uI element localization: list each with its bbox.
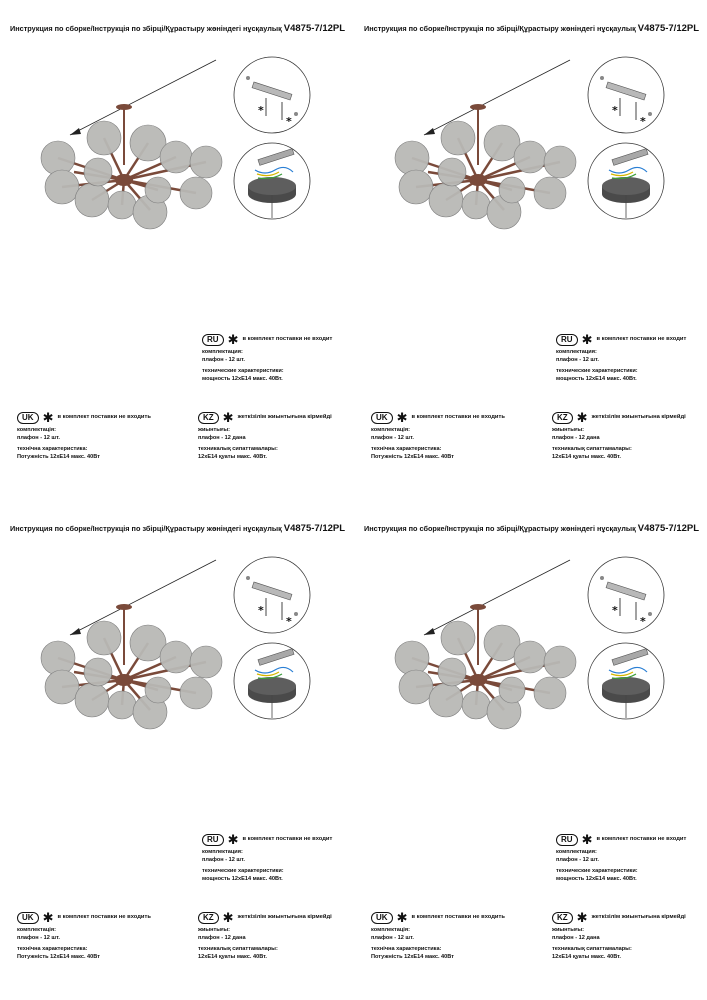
asterisk-icon: ✱	[576, 910, 588, 925]
title-text: Инструкция по сборке/Інструкція по збірці/Құрастыру жөніндегі нұсқаулық	[364, 524, 638, 533]
kz-set-label: жиынтығы:	[198, 927, 231, 933]
uk-spec-value: Потужність 12xE14 макс. 40Вт	[371, 953, 454, 960]
ru-badge: RU	[202, 334, 224, 346]
kz-badge: KZ	[552, 912, 573, 924]
kz-spec-label: техникалық сипаттамалары:	[552, 446, 632, 453]
ru-set-value: плафон - 12 шт.	[202, 856, 245, 863]
ru-badge: RU	[202, 834, 224, 846]
kz-section	[198, 412, 332, 461]
kz-set-label: жиынтығы:	[552, 427, 585, 433]
uk-note: в комплект поставки не входить	[411, 914, 505, 921]
kz-note: жеткізілім жиынтығына кірмейді	[591, 414, 686, 421]
uk-set-label: комплектація:	[17, 927, 56, 933]
model-number: V4875-7/12PL	[637, 523, 700, 534]
ru-badge: RU	[556, 334, 578, 346]
svg-text:*: *	[640, 115, 646, 128]
kz-set-label: жиынтығы:	[552, 927, 585, 933]
kz-badge: KZ	[198, 912, 219, 924]
model-number: V4875-7/12PL	[283, 23, 346, 34]
uk-note: в комплект поставки не входить	[411, 414, 505, 421]
ru-note: в комплект поставки не входит	[596, 836, 687, 843]
uk-badge: UK	[371, 412, 393, 424]
asterisk-icon: ✱	[42, 410, 54, 425]
svg-text:*: *	[640, 615, 646, 628]
uk-section	[371, 912, 505, 961]
document-title	[364, 23, 704, 34]
title-text: Инструкция по сборке/Інструкція по збірці/Құрастыру жөніндегі нұсқаулық	[10, 524, 284, 533]
ru-set-label: комплектация:	[202, 849, 243, 855]
svg-text:*: *	[612, 604, 618, 617]
uk-badge: UK	[371, 912, 393, 924]
document-title	[10, 523, 350, 534]
kz-spec-label: техникалық сипаттамалары:	[198, 446, 278, 453]
asterisk-icon: ✱	[222, 910, 234, 925]
detail-circle-bracket	[588, 57, 664, 133]
uk-badge: UK	[17, 912, 39, 924]
ru-set-label: комплектация:	[556, 849, 597, 855]
asterisk-icon: ✱	[42, 910, 54, 925]
detail-circle-bracket	[234, 57, 310, 133]
chandelier-illustration	[354, 50, 707, 230]
kz-badge: KZ	[198, 412, 219, 424]
kz-section	[552, 912, 686, 961]
uk-spec-value: Потужність 12xE14 макс. 40Вт	[17, 453, 100, 460]
ru-spec-label: технические характеристики:	[556, 868, 638, 875]
detail-circle-bracket	[234, 557, 310, 633]
uk-set-value: плафон - 12 шт.	[17, 934, 60, 941]
ru-note: в комплект поставки не входит	[596, 336, 687, 343]
kz-set-value: плафон - 12 дана	[552, 934, 600, 941]
uk-badge: UK	[17, 412, 39, 424]
chandelier-illustration	[0, 50, 353, 230]
uk-set-label: комплектація:	[17, 427, 56, 433]
uk-section	[371, 412, 505, 461]
ru-spec-label: технические характеристики:	[556, 368, 638, 375]
ru-section	[556, 334, 686, 383]
uk-spec-label: технічна характеристика:	[17, 446, 88, 453]
svg-text:*: *	[286, 115, 292, 128]
ru-set-value: плафон - 12 шт.	[556, 356, 599, 363]
ru-set-label: комплектация:	[202, 349, 243, 355]
chandelier-illustration	[354, 550, 707, 730]
uk-set-label: комплектація:	[371, 927, 410, 933]
kz-note: жеткізілім жиынтығына кірмейді	[237, 414, 332, 421]
kz-set-value: плафон - 12 дана	[552, 434, 600, 441]
kz-set-value: плафон - 12 дана	[198, 434, 246, 441]
kz-set-label: жиынтығы:	[198, 427, 231, 433]
kz-spec-value: 12xE14 қуаты макс. 40Вт.	[198, 453, 267, 460]
uk-spec-label: технічна характеристика:	[371, 946, 442, 953]
svg-text:*: *	[286, 615, 292, 628]
kz-badge: KZ	[552, 412, 573, 424]
svg-text:*: *	[258, 604, 264, 617]
title-text: Инструкция по сборке/Інструкція по збірці/Құрастыру жөніндегі нұсқаулық	[10, 24, 284, 33]
kz-spec-value: 12xE14 қуаты макс. 40Вт.	[552, 953, 621, 960]
instruction-panel	[0, 500, 353, 1000]
uk-section	[17, 912, 151, 961]
instruction-panel	[354, 0, 707, 500]
kz-spec-value: 12xE14 қуаты макс. 40Вт.	[552, 453, 621, 460]
kz-note: жеткізілім жиынтығына кірмейді	[591, 914, 686, 921]
uk-set-value: плафон - 12 шт.	[371, 934, 414, 941]
instruction-panel	[0, 0, 353, 500]
ru-spec-value: мощность 12xE14 макс. 40Вт.	[556, 375, 637, 382]
ru-section	[556, 834, 686, 883]
kz-set-value: плафон - 12 дана	[198, 934, 246, 941]
kz-spec-label: техникалық сипаттамалары:	[552, 946, 632, 953]
asterisk-icon: ✱	[581, 832, 593, 847]
ru-spec-value: мощность 12xE14 макс. 40Вт.	[202, 375, 283, 382]
ru-section	[202, 834, 332, 883]
ru-set-value: плафон - 12 шт.	[556, 856, 599, 863]
asterisk-icon: ✱	[222, 410, 234, 425]
asterisk-icon: ✱	[396, 410, 408, 425]
asterisk-icon: ✱	[227, 332, 239, 347]
svg-text:*: *	[258, 104, 264, 117]
kz-spec-value: 12xE14 қуаты макс. 40Вт.	[198, 953, 267, 960]
uk-note: в комплект поставки не входить	[57, 914, 151, 921]
ru-note: в комплект поставки не входит	[242, 836, 333, 843]
uk-spec-label: технічна характеристика:	[17, 946, 88, 953]
uk-set-value: плафон - 12 шт.	[17, 434, 60, 441]
kz-note: жеткізілім жиынтығына кірмейді	[237, 914, 332, 921]
asterisk-icon: ✱	[396, 910, 408, 925]
uk-spec-value: Потужність 12xE14 макс. 40Вт	[17, 953, 100, 960]
model-number: V4875-7/12PL	[283, 523, 346, 534]
ru-spec-value: мощность 12xE14 макс. 40Вт.	[202, 875, 283, 882]
uk-section	[17, 412, 151, 461]
instruction-panel	[354, 500, 707, 1000]
uk-spec-label: технічна характеристика:	[371, 446, 442, 453]
detail-circle-bracket	[588, 557, 664, 633]
ru-set-label: комплектация:	[556, 349, 597, 355]
uk-set-label: комплектація:	[371, 427, 410, 433]
model-number: V4875-7/12PL	[637, 23, 700, 34]
svg-text:*: *	[612, 104, 618, 117]
asterisk-icon: ✱	[576, 410, 588, 425]
kz-section	[198, 912, 332, 961]
ru-note: в комплект поставки не входит	[242, 336, 333, 343]
ru-spec-label: технические характеристики:	[202, 368, 284, 375]
uk-note: в комплект поставки не входить	[57, 414, 151, 421]
ru-spec-label: технические характеристики:	[202, 868, 284, 875]
asterisk-icon: ✱	[581, 332, 593, 347]
kz-section	[552, 412, 686, 461]
uk-set-value: плафон - 12 шт.	[371, 434, 414, 441]
ru-badge: RU	[556, 834, 578, 846]
uk-spec-value: Потужність 12xE14 макс. 40Вт	[371, 453, 454, 460]
kz-spec-label: техникалық сипаттамалары:	[198, 946, 278, 953]
ru-set-value: плафон - 12 шт.	[202, 356, 245, 363]
asterisk-icon: ✱	[227, 832, 239, 847]
document-title	[10, 23, 350, 34]
document-title	[364, 523, 704, 534]
title-text: Инструкция по сборке/Інструкція по збірці/Құрастыру жөніндегі нұсқаулық	[364, 24, 638, 33]
chandelier-illustration	[0, 550, 353, 730]
ru-section	[202, 334, 332, 383]
ru-spec-value: мощность 12xE14 макс. 40Вт.	[556, 875, 637, 882]
